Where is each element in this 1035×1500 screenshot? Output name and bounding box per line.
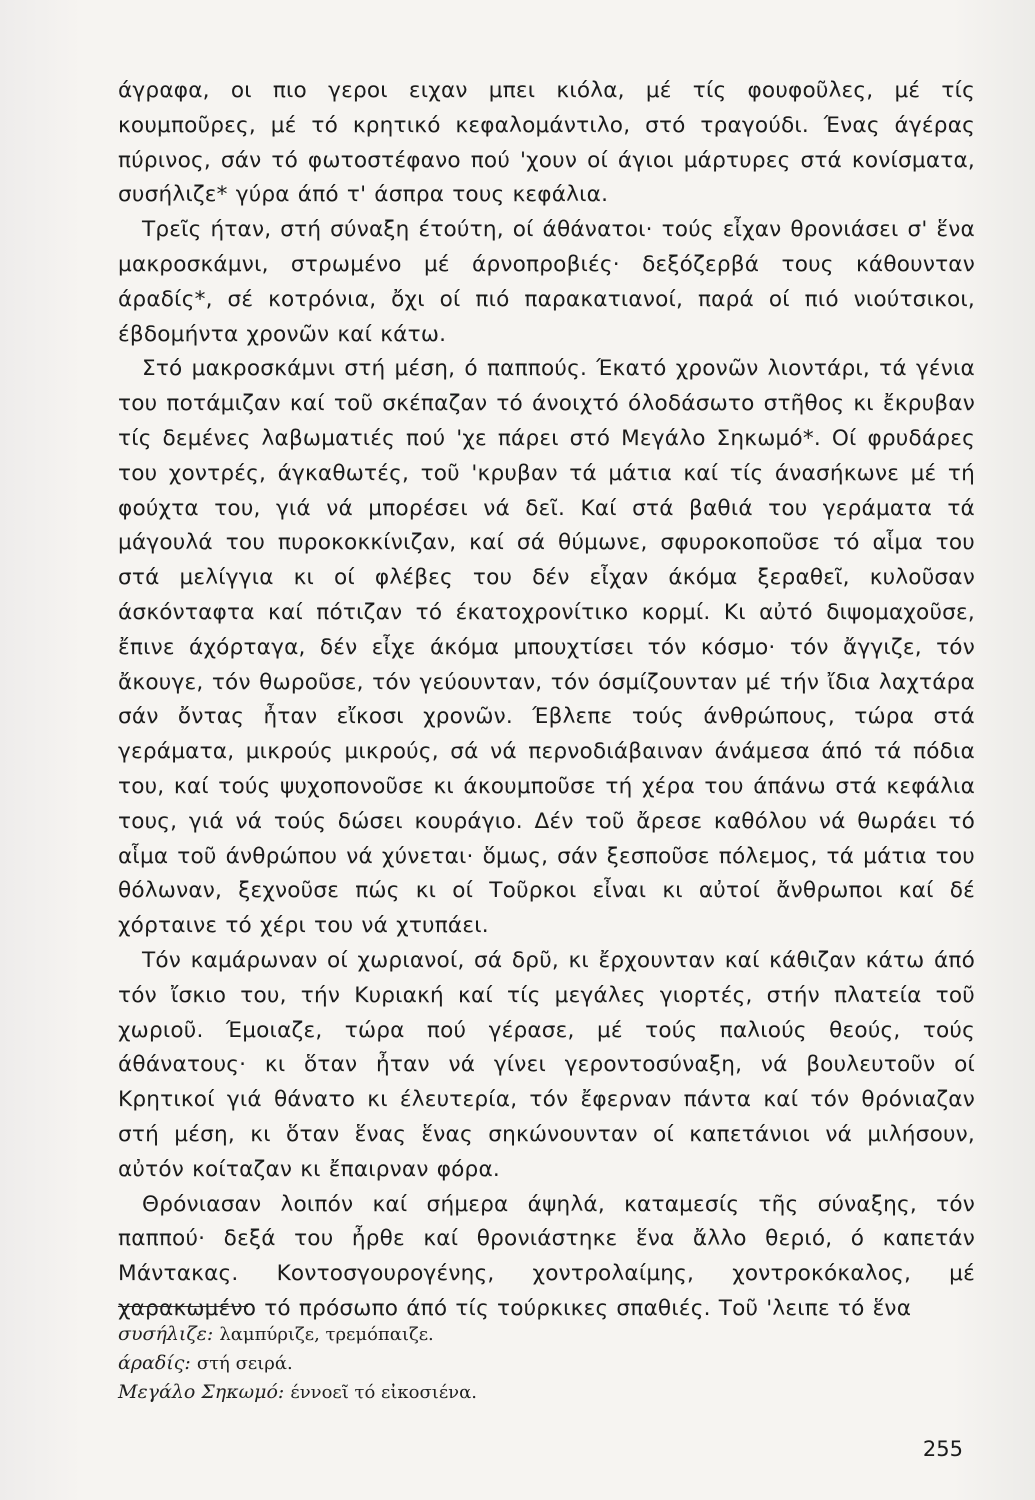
paragraph-3: Στό μακροσκάμνι στή μέση, ό παππούς. Έκατό χρονῶν λιοντάρι, τά γένια του ποτάμιζαν καί τοῦ σκέπαζαν τό άνοιχτό όλοδάσωτο στῆθος κι ἔκρυβαν τίς δεμένες λαβωματιές πού 'χε πάρει στό Μεγάλο Σηκωμό*. Οί φρυδάρες του χοντρές, άγκαθωτές, τοῦ 'κρυβαν τά μάτια καί τίς άνασήκωνε μέ τή φούχτα του, γιά νά μπορέσει νά δεῖ. Καί στά βαθιά του γεράματα τά μάγουλά του πυροκοκκίνιζαν, καί σά θύμωνε, σφυροκοποῦσε τό αἷμα του στά μελίγγια κι οί φλέβες του δέν εἶχαν άκόμα ξεραθεῖ, κυλοῦσαν άσκόνταφτα καί πότιζαν τό έκατοχρονίτικο κορμί. Κι αὐτό διψομαχοῦσε, ἔπινε άχόρταγα, δέν εἶχε άκόμα μπουχτίσει τόν κόσμο· τόν ἄγγιζε, τόν ἄκουγε, τόν θωροῦσε, τόν γεύουνταν, τόν όσμίζουνταν μέ τήν ἴδια λαχτάρα σάν ὄντας ἦταν εἴκοσι χρονῶν. Έβλεπε τούς άνθρώπους, τώρα στά γεράματα, μικρούς μικρούς, σά νά περνοδιάβαιναν άνάμεσα άπό τά πόδια του, καί τούς ψυχοπονοῦσε κι άκουμποῦσε τή χέρα του άπάνω στά κεφάλια τους, γιά νά τούς δώσει κουράγιο. Δέν τοῦ ἄρεσε καθόλου νά θωράει τό αἷμα τοῦ άνθρώπου νά χύνεται· ὅμως, σάν ξεσποῦσε πόλεμος, τά μάτια του θόλωναν, ξεχνοῦσε πώς κι οί Τοῦρκοι εἶναι κι αὐτοί ἄνθρωποι καί δέ χόρταινε τό χέρι του νά χτυπάει.: [118, 356, 975, 939]
footnote-definition: λαμπύριζε, τρεμόπαιζε.: [219, 1324, 434, 1345]
footnote-term: συσήλιζε:: [118, 1323, 214, 1345]
footnote-definition: έννοεῖ τό εἰκοσιένα.: [290, 1382, 478, 1403]
paragraph-4: Τόν καμάρωναν οί χωριανοί, σά δρῦ, κι ἔρχουνταν καί κάθιζαν κάτω άπό τόν ἴσκιο του, τήν Κυριακή καί τίς μεγάλες γιορτές, στήν πλατεία τοῦ χωριοῦ. Έμοιαζε, τώρα πού γέρασε, μέ τούς παλιούς θεούς, τούς άθάνατους· κι ὅταν ἦταν νά γίνει γεροντοσύναξη, νά βουλευτοῦν οί Κρητικοί γιά θάνατο κι έλευτερία, τόν ἔφερναν πάντα καί τόν θρόνιαζαν στή μέση, κι ὅταν ἕνας ἕνας σηκώνουνταν οί καπετάνιοι νά μιλήσουν, αὐτόν κοίταζαν κι ἔπαιρναν φόρα.: [118, 947, 975, 1182]
footnote-definition: στή σειρά.: [196, 1353, 293, 1374]
paragraph-1: άγραφα, οι πιο γεροι ειχαν μπει κιόλα, μέ τίς φουφοῦλες, μέ τίς κουμποῦρες, μέ τό κρητικό κεφαλομάντιλο, στό τραγούδι. Ένας άγέρας πύρινος, σάν τό φωτοστέφανο πού 'χουν οί άγιοι μάρτυρες στά κονίσματα, συσήλιζε* γύρα άπό τ' άσπρα τους κεφάλια.: [118, 78, 975, 208]
paragraph-2: Τρεῖς ήταν, στή σύναξη έτούτη, οί άθάνατοι· τούς εἶχαν θρονιάσει σ' ἕνα μακροσκάμνι, στρωμένο μέ άρνοπροβιές· δεξόζερβά τους κάθουνταν άραδίς*, σέ κοτρόνια, ὄχι οί πιό παρακατιανοί, παρά οί πιό νιούτσικοι, έβδομήντα χρονῶν καί κάτω.: [118, 217, 975, 347]
footnote-2: [118, 1349, 818, 1378]
footnotes: [118, 1320, 818, 1407]
body-text: [118, 74, 975, 1327]
footnote-term: άραδίς:: [118, 1352, 191, 1374]
paragraph-5: Θρόνιασαν λοιπόν καί σήμερα άψηλά, καταμεσίς τῆς σύναξης, τόν παππού· δεξά του ἦρθε καί θρονιάστηκε ἕνα ἄλλο θεριό, ό καπετάν Μάντακας. Κοντοσγουρογένης, χοντρολαίμης, χοντροκόκαλος, μέ χαρακωμένο τό πρόσωπο άπό τίς τούρκικες σπαθιές. Τοῦ 'λειπε τό ἕνα: [118, 1191, 975, 1321]
page-number: 255: [922, 1437, 963, 1461]
footnote-divider: [118, 1306, 248, 1307]
footnote-3: [118, 1378, 818, 1407]
footnote-term: Μεγάλο Σηκωμό:: [118, 1381, 285, 1403]
footnote-1: [118, 1320, 818, 1349]
